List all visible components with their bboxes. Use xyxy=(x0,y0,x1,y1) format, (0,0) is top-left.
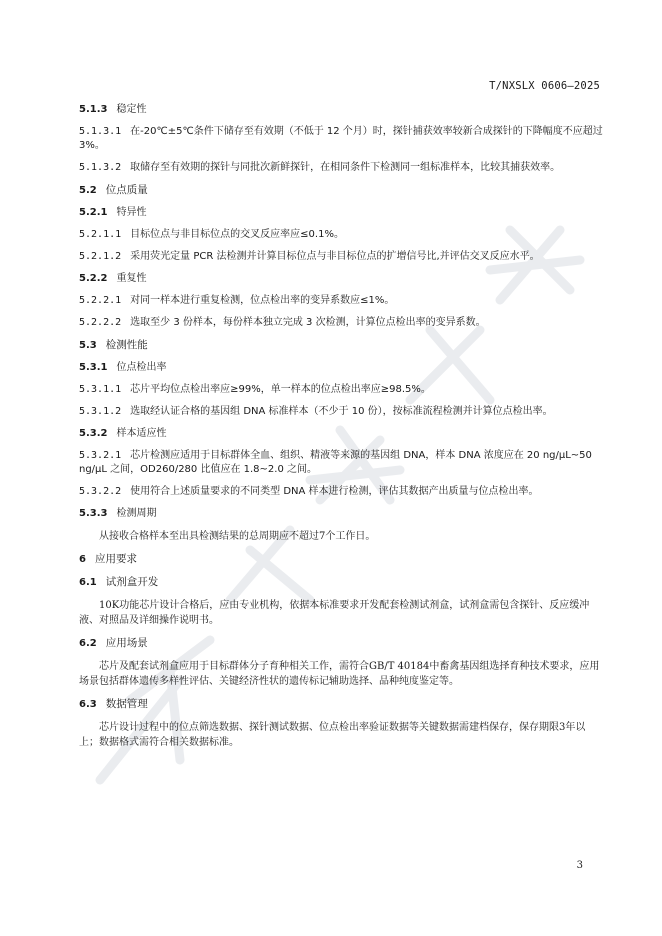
section-title: 应用要求 xyxy=(94,553,137,565)
clause-5-2-2-1 xyxy=(79,294,604,308)
clause-text: 对同一样本进行重复检测，位点检出率的变异系数应≤1%。 xyxy=(130,295,395,306)
clause-5-3-2-2 xyxy=(79,485,604,499)
clause-number: 5.2.2.2 xyxy=(79,317,122,328)
clause-text: 在-20℃±5℃条件下储存至有效期（不低于 12 个月）时，探针捕获效率较新合成探针的下降幅度不应超过 3%。 xyxy=(79,126,603,151)
clause-number: 5.2.1.1 xyxy=(79,229,122,240)
section-6-heading xyxy=(79,552,604,567)
document-body xyxy=(79,103,604,758)
clause-text: 采用荧光定量 PCR 法检测并计算目标位点与非目标位点的扩增信号比,并评估交叉反应水平。 xyxy=(130,251,540,262)
section-number: 5.3.1 xyxy=(79,362,108,373)
section-5-3-heading xyxy=(79,338,604,353)
clause-text: 选取至少 3 份样本，每份样本独立完成 3 次检测，计算位点检出率的变异系数。 xyxy=(130,317,486,328)
clause-5-3-1-2 xyxy=(79,405,604,419)
clause-text: 取储存至有效期的探针与同批次新鲜探针，在相同条件下检测同一组标准样本，比较其捕获效率。 xyxy=(130,162,561,173)
section-title: 检测性能 xyxy=(105,339,148,351)
clause-number: 5.2.2.1 xyxy=(79,295,122,306)
clause-number: 5.3.2.2 xyxy=(79,486,122,497)
clause-number: 5.1.3.2 xyxy=(79,162,122,173)
data-management-paragraph: 芯片设计过程中的位点筛选数据、探针测试数据、位点检出率验证数据等关键数据需建档保存，保存期限3年以上；数据格式需符合相关数据标准。 xyxy=(79,722,586,748)
section-title: 位点质量 xyxy=(105,184,148,196)
detection-cycle-paragraph: 从接收合格样本至出具检测结果的总周期应不超过7个工作日。 xyxy=(99,531,376,542)
clause-text: 目标位点与非目标位点的交叉反应率应≤0.1%。 xyxy=(130,229,344,240)
section-title: 稳定性 xyxy=(116,104,147,115)
clause-5-3-2-1 xyxy=(79,449,604,477)
section-number: 5.3 xyxy=(79,340,97,351)
section-number: 5.3.2 xyxy=(79,428,108,439)
section-title: 数据管理 xyxy=(105,698,148,710)
application-scenario-paragraph: 芯片及配套试剂盒应用于目标群体分子育种相关工作，需符合GB/T 40184中畜禽基因组选择育种技术要求，应用场景包括群体遗传多样性评估、关键经济性状的遗传标记辅助选择、品种纯度鉴定等。 xyxy=(79,661,600,687)
section-number: 5.3.3 xyxy=(79,508,108,519)
clause-text: 芯片平均位点检出率应≥99%，单一样本的位点检出率应≥98.5%。 xyxy=(130,384,431,395)
section-6-3-heading xyxy=(79,697,604,712)
clause-5-1-3-2 xyxy=(79,161,604,175)
clause-number: 5.3.1.1 xyxy=(79,384,122,395)
section-title: 重复性 xyxy=(116,273,147,284)
clause-number: 5.3.1.2 xyxy=(79,406,122,417)
section-number: 6.3 xyxy=(79,699,97,710)
section-number: 6 xyxy=(79,554,86,565)
section-number: 6.2 xyxy=(79,638,97,649)
clause-text: 使用符合上述质量要求的不同类型 DNA 样本进行检测，评估其数据产出质量与位点检出率。 xyxy=(130,486,539,497)
clause-5-2-1-2 xyxy=(79,250,604,264)
section-title: 应用场景 xyxy=(105,637,148,649)
section-6-1-heading xyxy=(79,575,604,590)
clause-5-2-1-1 xyxy=(79,228,604,242)
section-5-3-3-heading xyxy=(79,507,604,521)
page-number: 3 xyxy=(576,860,583,871)
clause-number: 5.3.2.1 xyxy=(79,450,122,461)
section-number: 5.2 xyxy=(79,185,97,196)
clause-5-3-1-1 xyxy=(79,383,604,397)
section-5-1-3-heading xyxy=(79,103,604,117)
clause-5-1-3-1 xyxy=(79,125,604,153)
section-title: 试剂盒开发 xyxy=(105,576,159,588)
section-number: 6.1 xyxy=(79,577,97,588)
section-title: 特异性 xyxy=(116,207,147,218)
section-5-3-2-heading xyxy=(79,427,604,441)
section-number: 5.1.3 xyxy=(79,104,108,115)
section-5-2-2-heading xyxy=(79,272,604,286)
section-number: 5.2.2 xyxy=(79,273,108,284)
section-5-2-heading xyxy=(79,183,604,198)
clause-5-2-2-2 xyxy=(79,316,604,330)
standard-code: T/NXSLX 0606—2025 xyxy=(489,80,600,92)
section-number: 5.2.1 xyxy=(79,207,108,218)
section-title: 位点检出率 xyxy=(116,362,167,373)
section-5-3-1-heading xyxy=(79,361,604,375)
section-title: 样本适应性 xyxy=(116,428,167,439)
clause-text: 芯片检测应适用于目标群体全血、组织、精液等来源的基因组 DNA，样本 DNA 浓度应在 20 ng/μL~50 ng/μL 之间，OD260/280 比值应在 1.8~2.0 之间。 xyxy=(79,450,592,475)
clause-number: 5.2.1.2 xyxy=(79,251,122,262)
clause-text: 选取经认证合格的基因组 DNA 标准样本（不少于 10 份），按标准流程检测并计算位点检出率。 xyxy=(130,406,553,417)
section-title: 检测周期 xyxy=(116,508,157,519)
clause-number: 5.1.3.1 xyxy=(79,126,122,137)
section-5-2-1-heading xyxy=(79,206,604,220)
section-6-2-heading xyxy=(79,636,604,651)
kit-development-paragraph: 10K功能芯片设计合格后，应由专业机构，依据本标准要求开发配套检测试剂盒，试剂盒需包含探针、反应缓冲液、对照品及详细操作说明书。 xyxy=(79,600,590,626)
